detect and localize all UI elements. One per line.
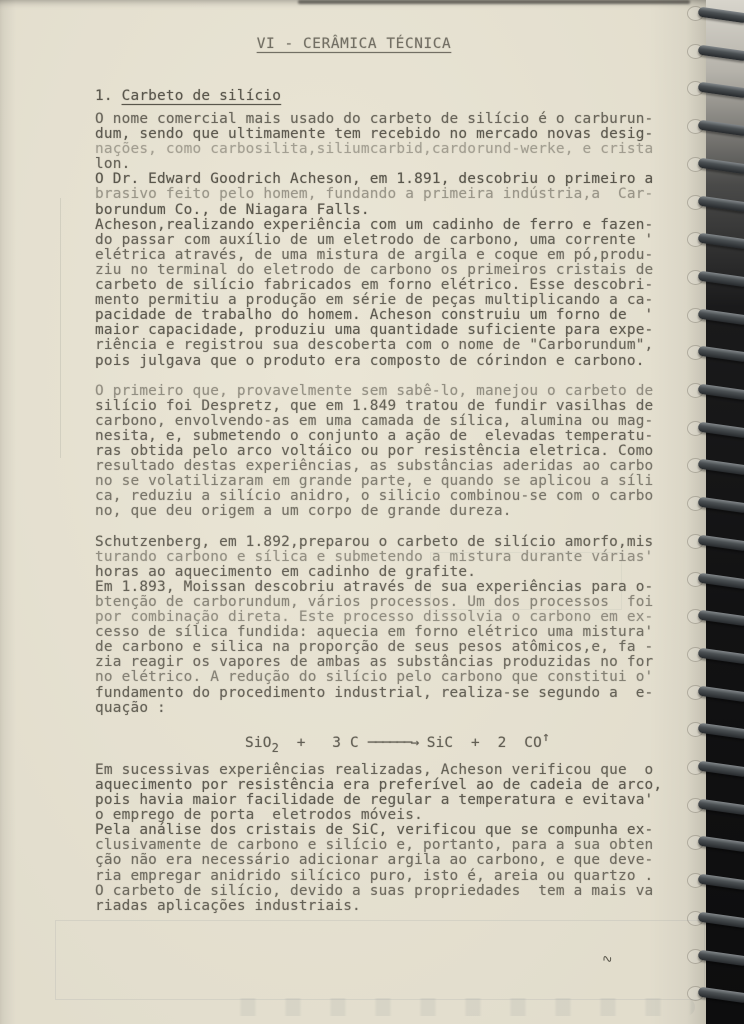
text-line: elétrica através, de uma mistura de argila e coque em pó,produ- bbox=[95, 246, 654, 263]
text-line: mento permitiu a produção em série de peças multiplicando a ca- bbox=[95, 292, 654, 309]
text-line: ziu no terminal do eletrodo de carbono os primeiros cristais de bbox=[95, 261, 654, 278]
text-line: Schutzenberg, em 1.892,preparou o carbeto de silício amorfo,mis bbox=[95, 533, 654, 550]
text-line: o emprego de porta eletrodos móveis. bbox=[95, 807, 423, 824]
text-line: lon. bbox=[95, 156, 131, 173]
section-title: Carbeto de silício bbox=[121, 88, 282, 104]
text-line: no se volatilizaram em grande parte, e quando se aplicou a síli bbox=[95, 473, 654, 490]
text-line: fundamento do procedimento industrial, realiza-se segundo a e- bbox=[95, 684, 654, 701]
equation-segment: ↑ bbox=[541, 729, 550, 745]
text-line: maior capacidade, produziu uma quantidade suficiente para expe- bbox=[95, 322, 654, 339]
equation-segment: ──────→ bbox=[367, 734, 418, 751]
text-line: btenção de carborundum, vários processos. Um dos processos foi bbox=[95, 594, 654, 610]
text-line: borundum Co., de Niagara Falls. bbox=[95, 201, 370, 218]
text-line: pacidade de trabalho do homem. Acheson construiu um forno de ' bbox=[95, 307, 654, 324]
bleed-through-ghost bbox=[60, 198, 61, 458]
paragraph bbox=[95, 112, 670, 172]
text-line: cesso de sílica fundida: aquecia em forno elétrico uma mistura' bbox=[95, 624, 654, 641]
text-line: nesita, e, submetendo o conjunto a ação de elevadas temperatu- bbox=[95, 427, 654, 444]
text-line: Em sucessivas experiências realizadas, Acheson verificou que o bbox=[95, 761, 654, 778]
text-line: ras obtida pelo arco voltáico ou por resistência eletrica. Como bbox=[95, 443, 654, 460]
text-line: ria empregar anidrido silícico puro, isto é, areia ou quartzo . bbox=[95, 867, 654, 884]
section-heading bbox=[95, 88, 281, 104]
text-line: do passar com auxílio de um eletrodo de carbono, uma corrente ' bbox=[95, 231, 654, 248]
text-line: brasivo feito pelo homem, fundando a primeira indústria,a Car- bbox=[95, 186, 654, 203]
section-number: 1. bbox=[95, 88, 122, 104]
text-line: pois havia maior facilidade de regular a temperatura e evitava' bbox=[95, 792, 654, 809]
equation-segment: 2 bbox=[271, 740, 280, 755]
equation-segment: + 3 C bbox=[279, 734, 368, 751]
chemical-equation bbox=[95, 728, 670, 755]
text-line: pois julgava que o produto era composto de córindon e carbono. bbox=[95, 352, 645, 369]
text-line: ca, reduziu a silício anidro, o silicio combinou-se com o carbo bbox=[95, 488, 654, 505]
text-line: dum, sendo que ultimamente tem recebido no mercado novas desig- bbox=[95, 126, 654, 143]
paragraph bbox=[95, 763, 670, 914]
text-line: de carbono e silica na proporção de seus pesos atômicos,e, fa - bbox=[95, 639, 654, 656]
paragraph bbox=[95, 218, 670, 369]
text-line: riência e registrou sua descoberta com o nome de "Carborundum", bbox=[95, 337, 654, 354]
bleed-through-ghost bbox=[225, 998, 695, 1016]
spiral-binding bbox=[706, 0, 744, 1024]
text-line: Em 1.893, Moissan descobriu através de sua experiências para o- bbox=[95, 578, 654, 595]
text-line: nações, como carbosilita,siliumcarbid,cardorund-werke, e crista bbox=[95, 141, 654, 158]
bleed-through-ghost bbox=[55, 920, 705, 1000]
paragraph bbox=[95, 535, 670, 716]
text-line: clusivamente de carbono e silício e, portanto, para a sua obten bbox=[95, 837, 654, 854]
text-line: zia reagir os vapores de ambas as substâncias produzidas no for bbox=[95, 654, 654, 671]
equation-segment: SiC + 2 CO bbox=[417, 734, 542, 751]
text-line: carbeto de silício fabricados em forno elétrico. Esse descobri- bbox=[95, 277, 654, 294]
scan-edge-shadow bbox=[298, 0, 690, 4]
text-line: no elétrico. A redução do silício pelo carbono que constitui o' bbox=[95, 669, 654, 686]
text-line: O carbeto de silício, devido a suas propriedades tem a mais va bbox=[95, 882, 654, 899]
text-line: O Dr. Edward Goodrich Acheson, em 1.891, descobriu o primeiro a bbox=[95, 171, 654, 188]
document-body bbox=[95, 112, 670, 914]
text-line: ção não era necessário adicionar argila ao carbono, e que deve- bbox=[95, 852, 654, 869]
text-line: turando carbono e sílica e submetendo a mistura durante várias' bbox=[95, 548, 654, 565]
ink-mark: ∿ bbox=[599, 950, 615, 969]
text-line: O primeiro que, provavelmente sem sabê-lo, manejou o carbeto de bbox=[95, 382, 654, 399]
paragraph bbox=[95, 172, 670, 217]
page-title: VI - CERÂMICA TÉCNICA bbox=[256, 36, 452, 52]
text-line: O nome comercial mais usado do carbeto de silício é o carburun- bbox=[95, 111, 654, 127]
equation-segment: SiO bbox=[245, 734, 272, 751]
text-line: aquecimento por resistência era preferível ao de cadeia de arco, bbox=[95, 776, 663, 793]
text-line: carbono, envolvendo-as em uma camada de sílica, alumina ou mag- bbox=[95, 412, 654, 429]
text-line: por combinação direta. Este processo dissolvia o carbono em ex- bbox=[95, 609, 654, 626]
text-line: no, que deu origem a um corpo de grande dureza. bbox=[95, 503, 512, 520]
text-line: silício foi Despretz, que em 1.849 tratou de fundir vasilhas de bbox=[95, 397, 654, 414]
text-line: Pela análise dos cristais de SiC, verificou que se compunha ex- bbox=[95, 822, 654, 839]
paragraph bbox=[95, 384, 670, 520]
text-line: quação : bbox=[95, 699, 166, 716]
text-line: resultado destas experiências, as substâncias aderidas ao carbo bbox=[95, 458, 654, 475]
text-line: riadas aplicações industriais. bbox=[95, 897, 361, 914]
text-line: horas ao aquecimento em cadinho de grafite. bbox=[95, 563, 477, 580]
text-line: Acheson,realizando experiência com um cadinho de ferro e fazen- bbox=[95, 216, 654, 233]
